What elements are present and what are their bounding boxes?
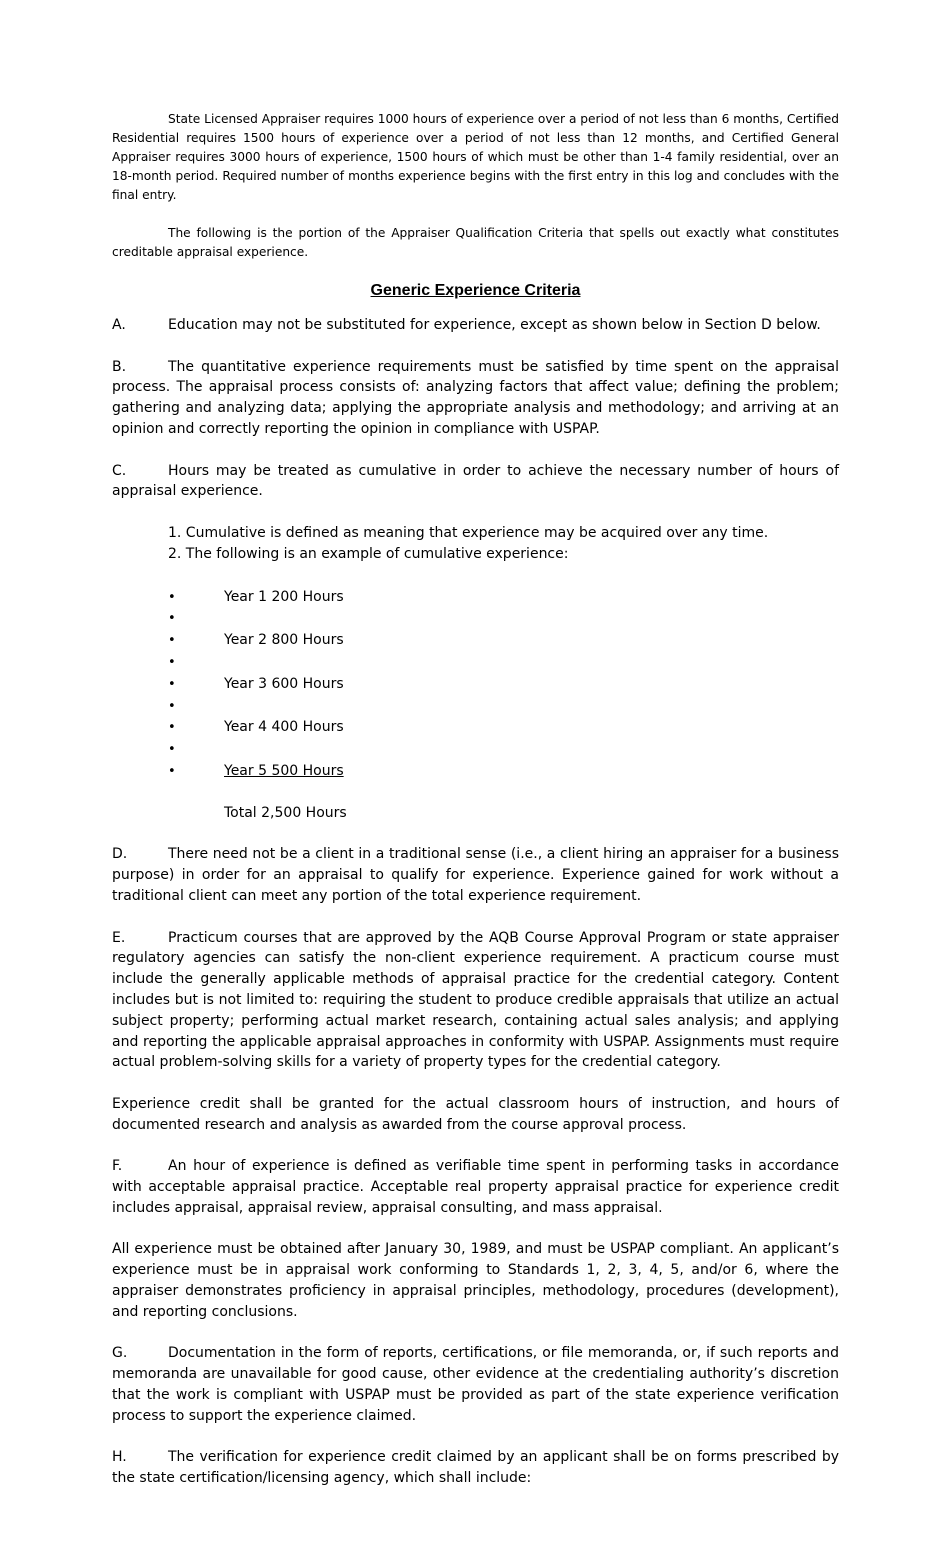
criterion-text: Education may not be substituted for experience, except as shown below in Section D below.: [168, 317, 821, 333]
criterion-g: [112, 1343, 839, 1426]
section-heading: Generic Experience Criteria: [370, 282, 581, 299]
bullet-icon: •: [168, 676, 176, 692]
criterion-text: Documentation in the form of reports, certifications, or file memoranda, or, if such reports and memoranda are unavailable for good cause, other evidence at the credentialing authority’s discretion that the work is compliant with USPAP must be provided as part of the state experience verification process to support the experience claimed.: [112, 1345, 839, 1424]
intro-paragraph-hours: State Licensed Appraiser requires 1000 hours of experience over a period of not less than 6 months, Certified Residential requires 1500 hours of experience over a period of not less than 12 months, and Certified General Appraiser requires 3000 hours of experience, 1500 hours of which must be other than 1-4 family residential, over an 18-month period. Required number of months experience begins with the first entry in this log and concludes with the final entry.: [112, 112, 839, 202]
bullet-icon: •: [168, 633, 176, 649]
criterion-f: [112, 1156, 839, 1218]
criterion-label: C.: [112, 462, 127, 479]
intro-paragraph-criteria: The following is the portion of the Appraiser Qualification Criteria that spells out exactly what constitutes creditable appraisal experience.: [112, 226, 839, 259]
sublist-item: 1. Cumulative is defined as meaning that experience may be acquired over any time.: [168, 524, 769, 541]
criterion-label: D.: [112, 846, 128, 863]
document-page: [112, 110, 839, 1489]
bullet-icon: •: [168, 698, 176, 714]
criterion-label: E.: [112, 929, 126, 946]
criterion-d: [112, 844, 839, 906]
list-item: [112, 652, 839, 674]
list-item: [112, 608, 839, 630]
bullet-icon: •: [168, 589, 176, 605]
criterion-text: Practicum courses that are approved by the AQB Course Approval Program or state appraiser regulatory agencies can satisfy the non-client experience requirement. A practicum course must include the generally applicable methods of appraisal practice for the credential category. Content includes but is not limited to: requiring the student to produce credible appraisals that utilize an actual subject property; performing actual market research, containing actual sales analysis; and applying and reporting the applicable appraisal approaches in conformity with USPAP. Assignments must require actual problem-solving skills for a variety of property types for the credential category.: [112, 929, 839, 1071]
criterion-label: F.: [112, 1158, 123, 1175]
criterion-f-extra: All experience must be obtained after January 30, 1989, and must be USPAP compliant. An applicant’s experience must be in appraisal work conforming to Standards 1, 2, 3, 4, 5, and/or 6, where the appraiser demonstrates proficiency in appraisal principles, methodology, procedures (development), and reporting conclusions.: [112, 1241, 839, 1320]
list-item: [112, 696, 839, 718]
criterion-label: A.: [112, 317, 126, 333]
criterion-label: H.: [112, 1449, 127, 1466]
criterion-b: [112, 357, 839, 440]
total-hours: Total 2,500 Hours: [224, 804, 347, 821]
list-item: [112, 739, 839, 761]
criterion-e: [112, 928, 839, 1074]
list-item: [112, 630, 839, 652]
criterion-label: G.: [112, 1345, 128, 1362]
criterion-e-extra: Experience credit shall be granted for the actual classroom hours of instruction, and hours of documented research and analysis as awarded from the course approval process.: [112, 1095, 839, 1133]
bullet-icon: •: [168, 720, 176, 736]
bullet-icon: •: [168, 742, 176, 758]
criterion-text: An hour of experience is defined as verifiable time spent in performing tasks in accordance with acceptable appraisal practice. Acceptable real property appraisal practice for experience credit includes appraisal, appraisal review, appraisal consulting, and mass appraisal.: [112, 1158, 839, 1216]
bullet-icon: •: [168, 611, 176, 627]
criterion-text: The verification for experience credit claimed by an applicant shall be on forms prescribed by the state certification/licensing agency, which shall include:: [112, 1449, 839, 1487]
criterion-c: [112, 461, 839, 503]
year-2-hours: Year 2 800 Hours: [224, 632, 344, 649]
criterion-text: There need not be a client in a traditional sense (i.e., a client hiring an appraiser for a business purpose) in order for an appraisal to qualify for experience. Experience gained for work without a traditional client can meet any portion of the total experience requirement.: [112, 846, 839, 904]
year-4-hours: Year 4 400 Hours: [224, 719, 344, 736]
criterion-text: Hours may be treated as cumulative in order to achieve the necessary number of hours of appraisal experience.: [112, 462, 839, 500]
year-3-hours: Year 3 600 Hours: [224, 675, 344, 692]
bullet-icon: •: [168, 763, 176, 779]
criterion-label: B.: [112, 358, 127, 375]
criterion-a: [112, 315, 839, 336]
list-item: [112, 717, 839, 739]
list-item: [112, 674, 839, 696]
sublist-item: 2. The following is an example of cumulative experience:: [168, 545, 569, 562]
criterion-text: The quantitative experience requirements must be satisfied by time spent on the appraisal process. The appraisal process consists of: analyzing factors that affect value; defining the problem; gathering and analyzing data; applying the appropriate analysis and methodology; and arriving at an opinion and correctly reporting the opinion in compliance with USPAP.: [112, 358, 839, 437]
bullet-icon: •: [168, 654, 176, 670]
year-1-hours: Year 1 200 Hours: [224, 588, 344, 605]
list-item: [112, 587, 839, 609]
cumulative-sublist: [168, 523, 839, 565]
criterion-h: [112, 1447, 839, 1489]
cumulative-example-list: [112, 587, 839, 783]
list-item: [112, 761, 839, 783]
year-5-hours: Year 5 500 Hours: [224, 762, 344, 779]
